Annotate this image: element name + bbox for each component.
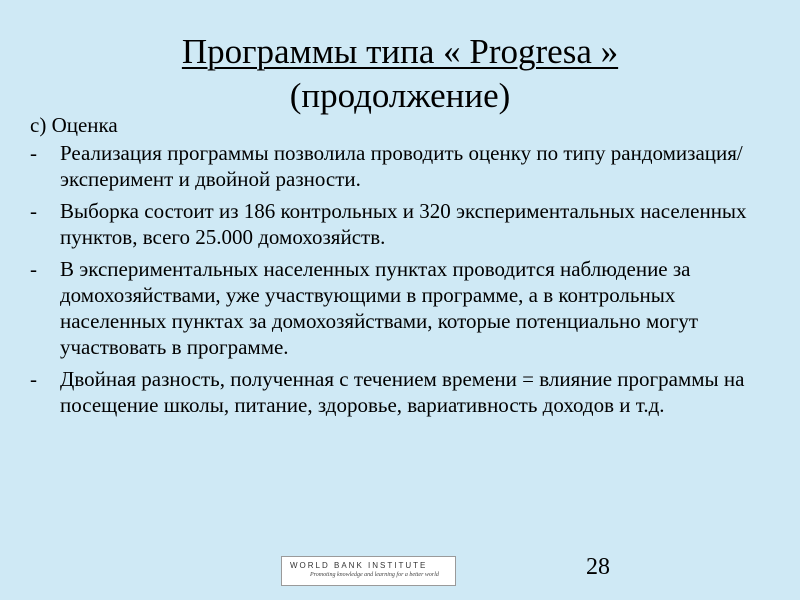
bullet-text: Реализация программы позволила проводить оценку по типу рандомизация/эксперимент и двойной разности. [60, 141, 743, 191]
slide-body [30, 112, 775, 424]
logo-tagline: Promoting knowledge and learning for a better world [310, 572, 439, 578]
slide-title-line-2: (продолжение) [289, 76, 511, 115]
bullet-item [30, 256, 775, 360]
bullet-list [30, 140, 775, 418]
bullet-text: Двойная разность, полученная с течением времени = влияние программы на посещение школы, питание, здоровье, вариативность доходов и т.д. [60, 367, 745, 417]
bullet-dash: - [30, 257, 37, 281]
bullet-dash: - [30, 367, 37, 391]
section-subheading: c) Оценка [30, 113, 118, 137]
bullet-dash: - [30, 199, 37, 223]
world-bank-institute-logo [281, 556, 456, 586]
bullet-text: Выборка состоит из 186 контрольных и 320 экспериментальных населенных пунктов, всего 25.000 домохозяйств. [60, 199, 747, 249]
bullet-item [30, 198, 775, 250]
bullet-dash: - [30, 141, 37, 165]
slide-title [0, 30, 800, 118]
logo-wordmark: WORLD BANK INSTITUTE [290, 561, 428, 570]
bullet-text: В экспериментальных населенных пунктах проводится наблюдение за домохозяйствами, уже участвующими в программе, а в контрольных населенных пунктах за домохозяйствами, которые потенциально могут участвовать в программе. [60, 257, 699, 359]
page-number: 28 [586, 554, 610, 580]
bullet-item [30, 366, 775, 418]
slide-title-line-1: Программы типа « Progresa » [181, 32, 619, 71]
bullet-item [30, 140, 775, 192]
